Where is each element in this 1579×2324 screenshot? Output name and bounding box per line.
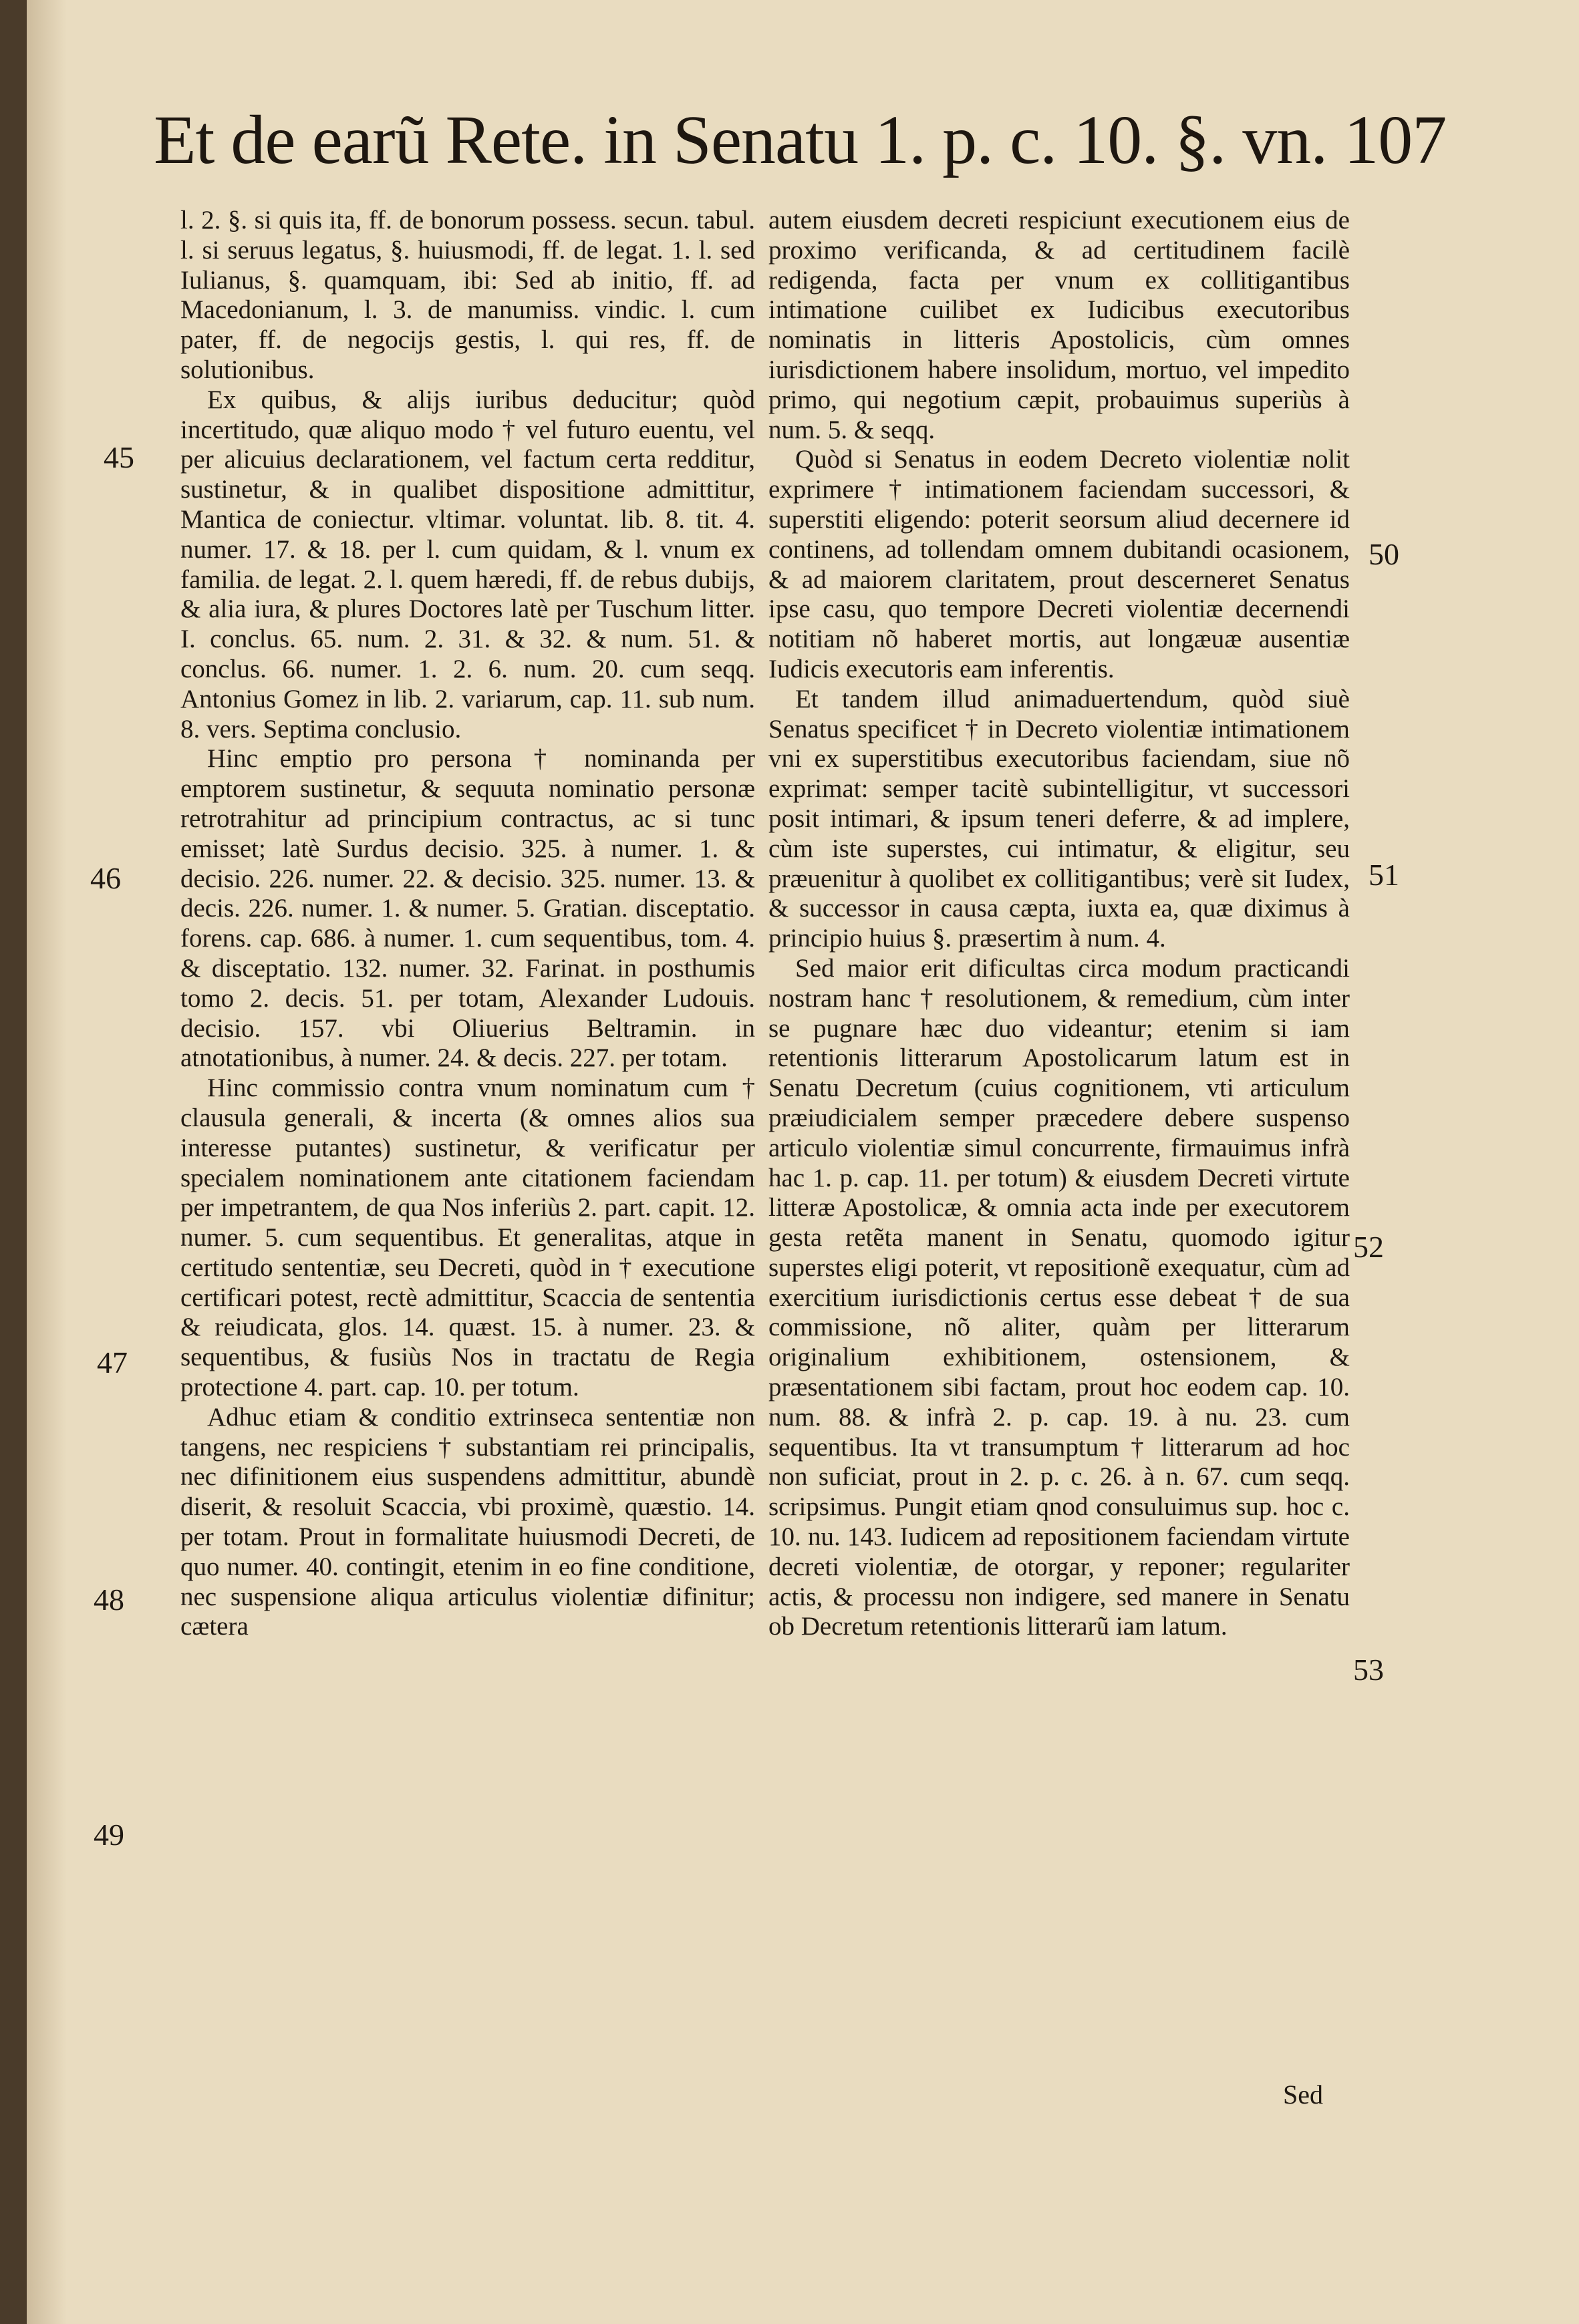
margin-number-52: 52 [1353,1230,1384,1264]
running-head: Et de earũ Rete. in Senatu 1. p. c. 10. §. vn. 107 [154,102,1447,178]
book-page [27,0,1579,2324]
margin-number-50: 50 [1369,537,1399,571]
right-paragraph: Sed maior erit dificultas circa modum practicandi nostram hanc † resolutionem, & remedium, cùm inter se pugnare hæc duo videantur; etenim si iam retentionis litterarum Apostolicarum latum est in Senatu Decretum (cuius cognitionem, vti articulum præiudicialem semper præcedere debere suspenso articulo violentiæ simul concurrente, firmauimus infrà hac 1. p. cap. 11. per totum) & eiusdem Decreti virtute litteræ Apostolicæ, & omnia acta inde per executorem gesta retẽta manent in Senatu, quomodo igitur superstes eligi poterit, vt repositionẽ exequatur, cùm ad exercitium iurisdictionis certus esse debeat † de sua commissione, nõ aliter, quàm per litterarum originalium exhibitionem, ostensionem, & præsentationem sibi factam, prout hoc eodem cap. 10. num. 88. & infrà 2. p. cap. 19. à nu. 23. cum sequentibus. Ita vt transumptum † litterarum ad hoc non suficiat, prout in 2. p. c. 26. à n. 67. cum seqq. scripsimus. Pungit etiam qnod consuluimus sup. hoc c. 10. nu. 143. Iudicem ad repositionem faciendam virtute decreti violentiæ, de otorgar, y reponer; regulariter actis, & processu non indigere, sed manere in Senatu ob Decretum retentionis litterarũ iam latum. [768,953,1350,1641]
right-paragraph: autem eiusdem decreti respiciunt executionem eius de proximo verificanda, & ad certitudinem facilè redigenda, facta per vnum ex collitigantibus intimatione cuilibet ex Iudicibus executoribus nominatis in litteris Apostolicis, cùm omnes iurisdictionem habere insolidum, mortuo, vel impedito primo, qui negotium cæpit, probauimus superiùs à num. 5. & seqq. [768,206,1350,444]
margin-number-53: 53 [1353,1653,1384,1687]
right-paragraph: Et tandem illud animaduertendum, quòd siuè Senatus specificet † in Decreto violentiæ intimationem vni ex superstitibus executoribus faciendam, siue nõ exprimat: semper tacitè subintelligitur, vt successori posit intimari, & ipsum teneri deferre, & ad implere, cùm iste superstes, cui intimatur, & eligitur, seu præuenitur à quolibet ex collitigantibus; verè sit Iudex, & successor in causa cæpta, iuxta ea, quæ diximus à principio huius §. præsertim à num. 4. [768,684,1350,953]
left-paragraph: Adhuc etiam & conditio extrinseca sententiæ non tangens, nec respiciens † substantiam rei principalis, nec difinitionem eius suspendens admittitur, abundè diserit, & resoluit Scaccia, vbi proximè, quæstio. 14. per totam. Prout in formalitate huiusmodi Decreti, de quo numer. 40. contingit, etenim in eo fine conditione, nec suspensione aliqua articulus violentiæ difinitur; cætera [180,1402,755,1641]
margin-number-49: 49 [94,1818,124,1852]
left-paragraph: l. 2. §. si quis ita, ff. de bonorum possess. secun. tabul. l. si seruus legatus, §. huiusmodi, ff. de legat. 1. l. sed Iulianus, §. quamquam, ibi: Sed ab initio, ff. ad Macedonianum, l. 3. de manumiss. vindic. l. cum pater, ff. de negocijs gestis, l. qui res, ff. de solutionibus. [180,206,755,384]
right-column [768,206,1350,1642]
left-paragraph: Ex quibus, & alijs iuribus deducitur; quòd incertitudo, quæ aliquo modo † vel futuro euentu, vel per alicuius declarationem, vel factum certa redditur, sustinetur, & in qualibet dispositione admittitur, Mantica de coniectur. vltimar. voluntat. lib. 8. tit. 4. numer. 17. & 18. per l. cum quidam, & l. vnum ex familia. de legat. 2. l. quem hæredi, ff. de rebus dubijs, & alia iura, & plures Doctores latè per Tuschum litter. I. conclus. 65. num. 2. 31. & 32. & num. 51. & conclus. 66. numer. 1. 2. 6. num. 20. cum seqq. Antonius Gomez in lib. 2. variarum, cap. 11. sub num. 8. vers. Septima conclusio. [180,385,755,743]
margin-number-47: 47 [97,1345,128,1379]
left-paragraph: Hinc commissio contra vnum nominatum cum † clausula generali, & incerta (& omnes alios sua interesse putantes) sustinetur, & verificatur per specialem nominationem ante citationem faciendam per impetrantem, de qua Nos inferiùs 2. part. capit. 12. numer. 5. cum sequentibus. Et generalitas, atque in certitudo sententiæ, seu Decreti, quòd in † executione certificari potest, rectè admittitur, Scaccia de sententia & reiudicata, glos. 14. quæst. 15. à numer. 23. & sequentibus, & fusiùs Nos in tractatu de Regia protectione 4. part. cap. 10. per totum. [180,1073,755,1402]
margin-number-45: 45 [104,440,134,474]
margin-number-51: 51 [1369,858,1399,892]
catchword: Sed [1283,2080,1323,2110]
right-paragraph: Quòd si Senatus in eodem Decreto violentiæ nolit exprimere † intimationem faciendam successori, & superstiti eligendo: poterit seorsum aliud decernere id continens, ad tollendam omnem dubitandi ocasionem, & ad maiorem claritatem, prout descerneret Senatus ipse casu, quo tempore Decreti violentiæ decernendi notitiam nõ haberet mortis, aut longæuæ ausentiæ Iudicis executoris eam inferentis. [768,445,1350,683]
left-paragraph: Hinc emptio pro persona † nominanda per emptorem sustinetur, & sequuta nominatio personæ retrotrahitur ad principium contractus, ac si tunc emisset; latè Surdus decisio. 325. à numer. 1. & decisio. 226. numer. 22. & decisio. 325. numer. 13. & decis. 226. numer. 1. & numer. 5. Gratian. disceptatio. forens. cap. 686. à numer. 1. cum sequentibus, tom. 4. & disceptatio. 132. numer. 32. Farinat. in posthumis tomo 2. decis. 51. per totam, Alexander Ludouis. decisio. 157. vbi Oliuerius Beltramin. in atnotationibus, à numer. 24. & decis. 227. per totam. [180,744,755,1073]
left-column [180,206,755,1642]
margin-number-46: 46 [90,861,121,895]
margin-number-48: 48 [94,1583,124,1617]
